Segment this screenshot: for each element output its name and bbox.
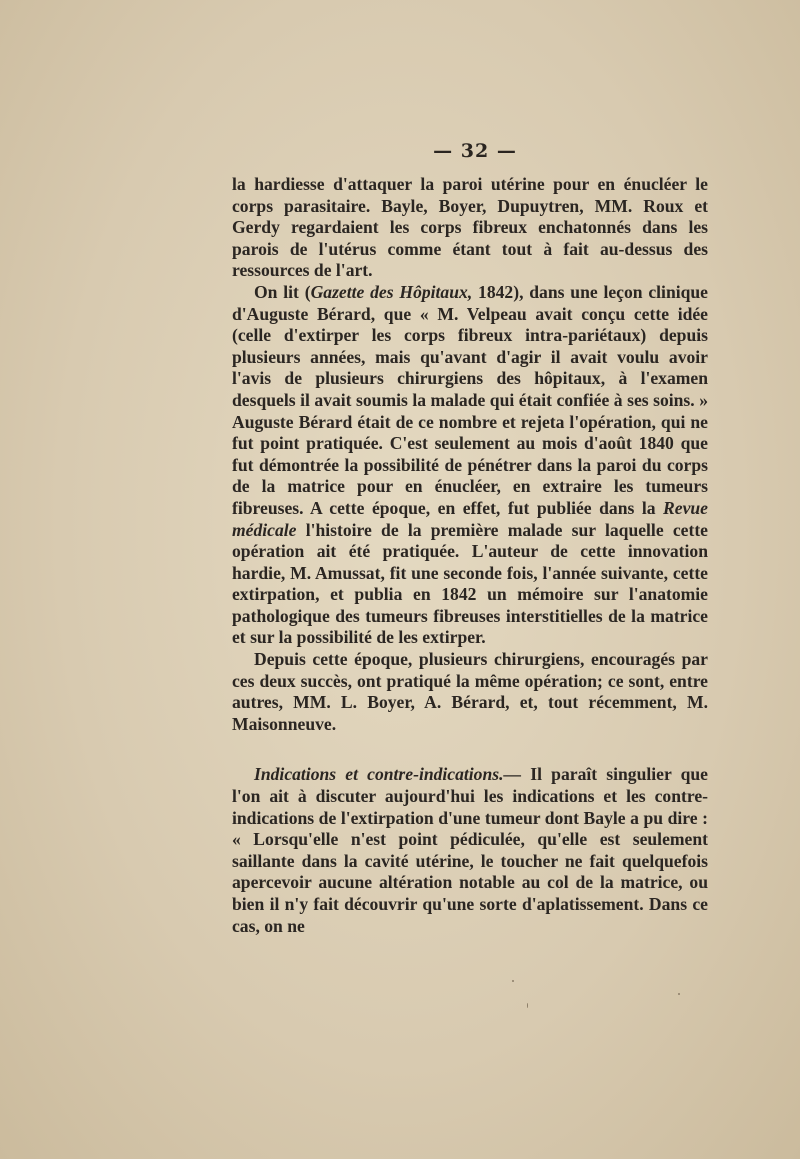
paragraph-2-text-b: 1842), dans une leçon clinique d'Auguste Bérard, que « M. Velpeau avait conçu cette idée (celle d'extirper les corps fibreux intra-pariétaux) depuis plusieurs années, mais qu'avant d'agir il avait voulu avoir l'avis de plusieurs chirurgiens des hôpitaux, à l'examen desquels il avait soumis la malade qui était confiée à ses soins. » Auguste Bérard était de ce nombre et rejeta l'opération, qui ne fut point pratiquée. C'est seulement au mois d'août 1840 que fut démontrée la possibilité de pénétrer dans la paroi du corps de la matrice pour en énucléer, en extraire les tumeurs fibreuses. A cette époque, en effet, fut publiée dans la [232,281,708,518]
journal-title-gazette: Gazette des Hôpitaux, [310,281,473,302]
paragraph-3 [232,649,708,735]
page-number: — 32 — [433,140,517,162]
paragraph-1-text: la hardiesse d'attaquer la paroi utérine pour en énucléer le corps parasitaire. Bayle, Boyer, Dupuytren, MM. Roux et Gerdy regardaient les corps fibreux enchatonnés dans les parois de l'utérus comme étant tout à fait au-dessus des ressources de l'art. [232,174,708,281]
paragraph-4 [232,764,708,937]
paragraph-2-text-c: l'histoire de la première malade sur laquelle cette opération ait été pratiquée. L'auteur de cette innovation hardie, M. Amussat, fit une seconde fois, l'année suivante, cette extirpation, et publia en 1842 un mémoire sur l'anatomie pathologique des tumeurs fibreuses interstitielles de la matrice et sur la possibilité de les extirper. [232,519,708,648]
paper-speck [512,980,514,982]
journal-title-revue: Revue médicale [232,497,708,540]
section-heading-indications: Indications et contre-indications.— [254,764,522,785]
paper-speck [678,993,680,995]
paragraph-4-text: Il paraît singulier que l'on ait à discuter aujourd'hui les indications et les contre-indications de l'extirpation d'une tumeur dont Bayle a pu dire : « Lorsqu'elle n'est point pédiculée, qu'elle est seulement saillante dans la cavité utérine, le toucher ne fait quelquefois apercevoir aucune altération notable au col de la matrice, ou bien il n'y fait découvrir qu'une sorte d'aplatissement. Dans ce cas, on ne [232,764,708,936]
paragraph-2 [232,282,708,649]
paragraph-3-text: Depuis cette époque, plusieurs chirurgiens, encouragés par ces deux succès, ont pratiqué la même opération; ce sont, entre autres, MM. L. Boyer, A. Bérard, et, tout récemment, M. Maisonneuve. [232,649,708,734]
paper-speck [527,1003,528,1008]
paragraph-1 [232,174,708,282]
paragraph-2-text-a: On lit ( [254,281,311,302]
document-page [232,140,708,937]
body-text [232,174,708,937]
section-gap [232,735,708,764]
